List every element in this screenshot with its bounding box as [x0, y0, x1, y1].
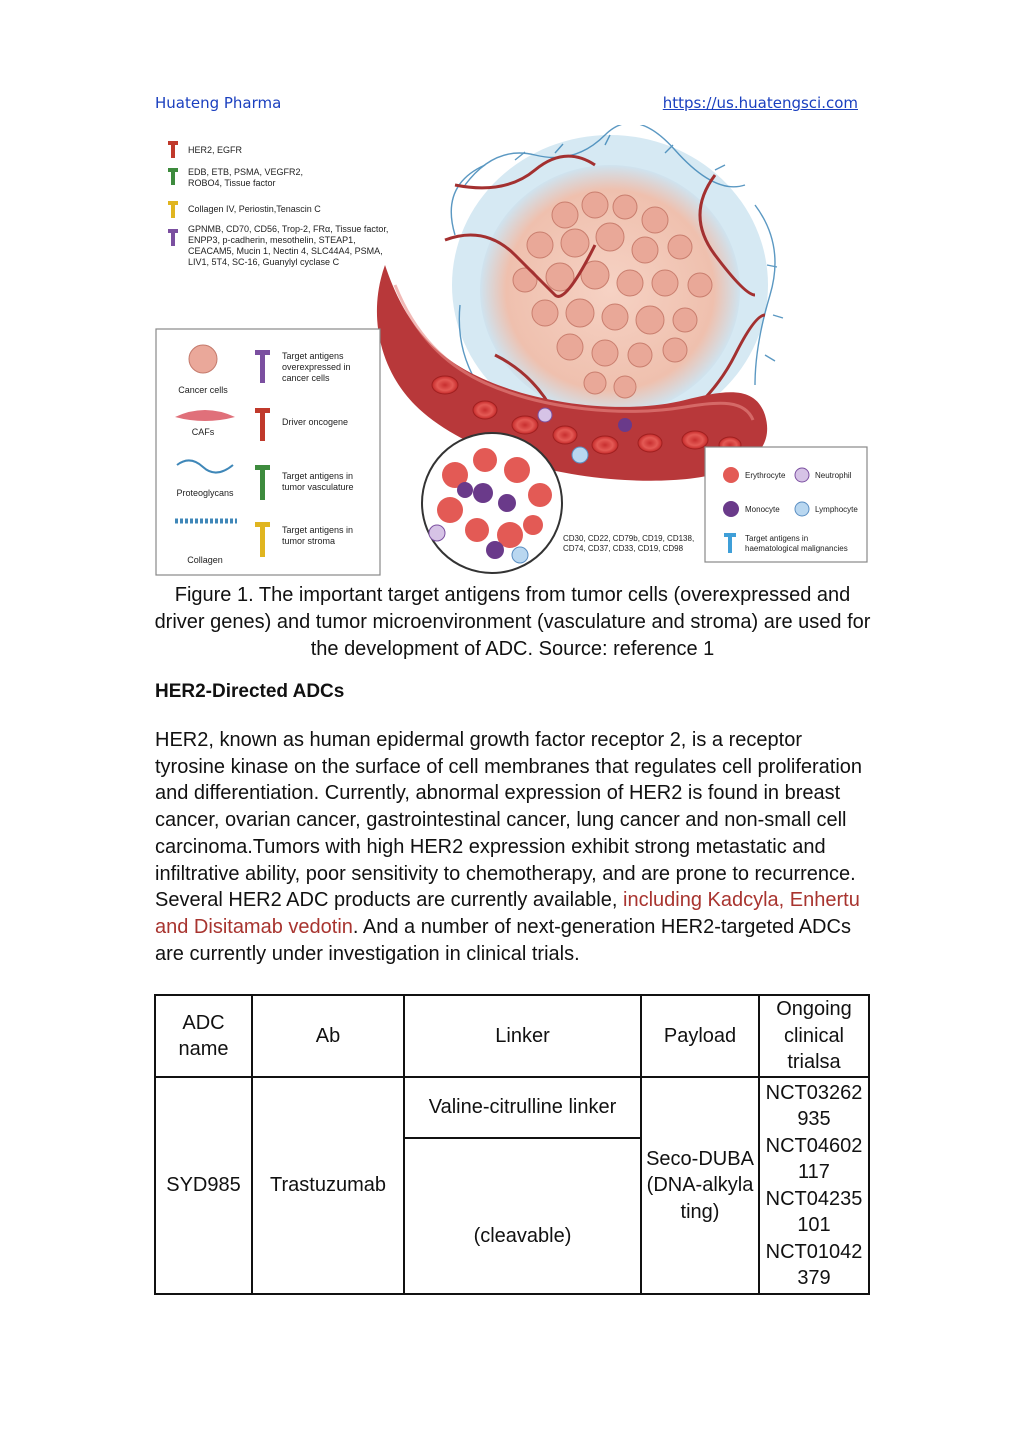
cell-trials: NCT03262 935 NCT04602 117 NCT04235 101 NCT01042 379 — [759, 1077, 869, 1294]
legend-target-stroma-l1: Target antigens in — [282, 525, 354, 535]
table-row — [155, 1077, 869, 1138]
legend-target-over-l3: cancer cells — [282, 373, 330, 383]
body-text — [155, 727, 870, 967]
legend-driver-oncogene: Driver oncogene — [282, 417, 349, 427]
cancer-cell-icon — [189, 345, 217, 373]
legend-cancer-cells: Cancer cells — [178, 385, 228, 395]
legend-target-vasc-l1: Target antigens in — [282, 471, 354, 481]
cell-linker-1: Valine-citrulline linker — [404, 1077, 641, 1138]
svg-text:HER2, EGFR — [188, 145, 243, 155]
para2-before: Several HER2 ADC products are currently available, — [155, 889, 623, 912]
vessel-monocyte — [618, 418, 632, 432]
cell-ab: Trastuzumab — [252, 1077, 404, 1294]
legend-top-1-line1: EDB, ETB, PSMA, VEGFR2, — [188, 167, 304, 177]
section-heading: HER2-Directed ADCs — [155, 681, 345, 702]
legend-cafs: CAFs — [191, 427, 215, 437]
th-payload: Payload — [641, 995, 759, 1077]
legend-top-3-line2: ENPP3, p-cadherin, mesothelin, STEAP1, — [188, 235, 356, 245]
legend-top-3-line3: CEACAM5, Mucin 1, Nectin 4, SLC44A4, PSMA, — [188, 246, 383, 256]
figure-target-antigens — [155, 125, 870, 580]
th-ab: Ab — [252, 995, 404, 1077]
legend-haem-l1: Target antigens in — [745, 534, 809, 543]
th-trials: Ongoing clinical trialsa — [759, 995, 869, 1077]
paragraph-her2-products — [155, 887, 870, 967]
header-company: Huateng Pharma — [155, 94, 282, 112]
legend-proteoglycans: Proteoglycans — [176, 488, 234, 498]
table-header-row — [155, 995, 869, 1077]
legend-top-2-line1: Collagen IV, Periostin,Tenascin C — [188, 204, 321, 214]
svg-text:EDB, ETB, PSMA, VEGFR2,ROBO4, — [188, 167, 303, 188]
legend-haem-l2: haematological malignancies — [745, 544, 848, 553]
legend-collagen: Collagen — [187, 555, 223, 565]
legend-top-3-line1: GPNMB, CD70, CD56, Trop-2, FRα, Tissue factor, — [188, 224, 389, 234]
legend-top-3-line4: LIV1, 5T4, SC-16, Guanylyl cyclase C — [188, 257, 340, 267]
legend-monocyte: Monocyte — [745, 505, 780, 514]
svg-text:GPNMB, CD70, CD56, Trop-2, FRα — [188, 224, 388, 267]
vessel-lymphocyte — [572, 447, 588, 463]
th-adc-name: ADC name — [155, 995, 252, 1077]
cell-linker-2: (cleavable) — [404, 1138, 641, 1294]
figure-caption: Figure 1. The important target antigens from tumor cells (overexpressed and driver genes) and tumor microenvironment (vasculature and stroma) are used for the development of ADC. Source: reference 1 — [154, 584, 871, 660]
svg-text:CD30, CD22, CD79b, CD19, CD138 — [563, 534, 696, 553]
para2-after: . And a number of next-generation HER2-targeted ADCs are currently under investigation in clinical trials. — [155, 915, 851, 965]
th-linker: Linker — [404, 995, 641, 1077]
haem-antigens-line2: CD74, CD37, CD33, CD19, CD98 — [563, 544, 684, 553]
legend-target-stroma-l2: tumor stroma — [282, 536, 336, 546]
her2-adc-table — [154, 994, 870, 1295]
legend-top-1-line2: ROBO4, Tissue factor — [188, 178, 276, 188]
cell-payload: Seco-DUBA (DNA-alkyla ting) — [641, 1077, 759, 1294]
legend-neutrophil: Neutrophil — [815, 471, 852, 480]
legend-top-0-line1: HER2, EGFR — [188, 145, 243, 155]
highlight-products-link[interactable]: including Kadcyla, Enhertu and Disitamab vedotin — [155, 889, 860, 938]
legend-erythrocyte: Erythrocyte — [745, 471, 786, 480]
legend-target-vasc-l2: tumor vasculature — [282, 482, 354, 492]
legend-target-over-l2: overexpressed in — [282, 362, 351, 372]
svg-text:Collagen IV, Periostin,Tenasci — [188, 204, 321, 214]
haem-antigens-line1: CD30, CD22, CD79b, CD19, CD138, — [563, 534, 695, 543]
vessel-neutrophil — [538, 408, 552, 422]
paragraph-her2-intro: HER2, known as human epidermal growth factor receptor 2, is a receptor tyrosine kinase on the surface of cell membranes that regulates cell proliferation and differentiation. Currently, abnormal expression of HER2 is found in breast cancer, ovarian cancer, gastrointestinal cancer, lung cancer and non-small cell carcinoma.Tumors with high HER2 expression exhibit strong metastatic and infiltrative ability, poor sensitivity to chemotherapy, and are prone to recurrence. — [155, 729, 863, 885]
cell-adc-name: SYD985 — [155, 1077, 252, 1294]
legend-top — [168, 141, 388, 267]
legend-target-over-l1: Target antigens — [282, 351, 344, 361]
svg-text:Target antigens intumor vascul — [282, 471, 354, 492]
legend-lymphocyte: Lymphocyte — [815, 505, 858, 514]
header-url-link[interactable]: https://us.huatengsci.com — [662, 94, 858, 112]
